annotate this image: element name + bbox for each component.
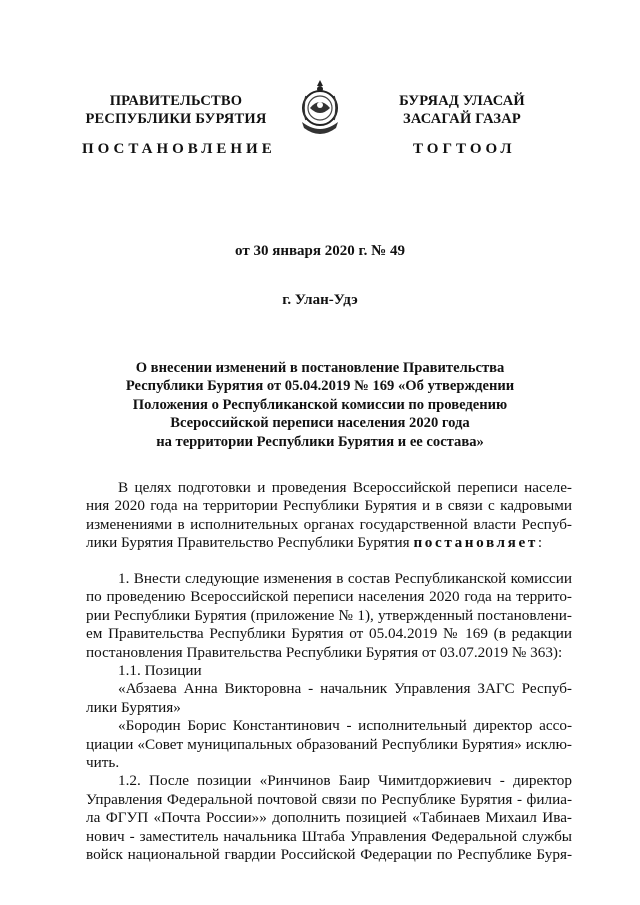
title-line: Республики Бурятия от 05.04.2019 № 169 «Об утверждении	[125, 378, 515, 395]
preamble-line: В целях подготовки и проведения Всероссийской переписи населе-	[118, 479, 572, 496]
preamble-paragraph	[86, 479, 572, 553]
title-line: Всероссийской переписи населения 2020 года	[170, 415, 470, 432]
government-name-russian	[66, 92, 286, 128]
item-1-line: рии Республики Бурятия (приложение № 1), утвержденный постановлени-	[86, 606, 572, 624]
item-1-2-line: ла ФГУП «Почта России»» дополнить позицией «Табинаев Михаил Ива-	[86, 809, 572, 827]
item-1-line: 1. Внести следующие изменения в состав Республиканской комиссии	[118, 570, 572, 587]
item-1-paragraph	[86, 570, 572, 865]
header-left-line-2: РЕСПУБЛИКИ БУРЯТИЯ	[85, 111, 267, 127]
position-2-line: циации «Совет муниципальных образований Республики Бурятия» исклю-	[86, 735, 572, 753]
resolves-colon: :	[537, 534, 543, 552]
preamble-line: лики Бурятия Правительство Республики Бурятия	[86, 534, 410, 552]
title-line: Положения о Республиканской комиссии по проведению	[132, 396, 508, 413]
preamble-line: изменениями в исполнительных органах государственной власти Респуб-	[86, 515, 572, 533]
decree-date-number: от 30 января 2020 г. № 49	[235, 243, 405, 259]
header-left-line-1: ПРАВИТЕЛЬСТВО	[109, 93, 243, 109]
position-2-line: «Бородин Борис Константинович - исполнительный директор ассо-	[118, 717, 572, 735]
decree-city: г. Улан-Удэ	[282, 292, 358, 308]
item-1-2-line: войск национальной гвардии Российской Федерации по Республике Буря-	[86, 846, 572, 864]
item-1-2-line: 1.2. После позиции «Ринчинов Баир Чимитдоржиевич - директор	[118, 772, 572, 790]
government-name-buryat	[352, 92, 572, 128]
item-1-line: постановления Правительства Республики Бурятия от 03.07.2019 № 363):	[86, 643, 563, 661]
decree-label-russian: ПОСТАНОВЛЕНИЕ	[82, 141, 276, 157]
decree-label-buryat: ТОГТООЛ	[413, 141, 516, 157]
title-line: О внесении изменений в постановление Правительства	[135, 360, 505, 376]
item-1-2-line: нович - заместитель начальника Штаба Управления Федеральной службы	[86, 827, 572, 845]
item-1-line: по проведению Всероссийской переписи населения 2020 года на террито-	[86, 588, 572, 606]
position-2-line: чить.	[86, 754, 120, 772]
title-line: на территории Республики Бурятия и ее состава»	[156, 433, 484, 450]
preamble-line: ния 2020 года на территории Республики Бурятия и в связи с кадровыми	[86, 497, 572, 515]
decree-title	[110, 359, 530, 451]
header-right-line-1: БУРЯАД УЛАСАЙ	[399, 93, 525, 109]
resolves-word: постановляет	[413, 534, 538, 552]
item-1-line: ем Правительства Республики Бурятия от 05.04.2019 № 169 (в редакции	[86, 625, 572, 643]
position-1-line: «Абзаева Анна Викторовна - начальник Управления ЗАГС Респуб-	[118, 680, 572, 698]
preamble-line-final	[86, 534, 572, 552]
item-1-1-label: 1.1. Позиции	[118, 662, 202, 680]
header-right-line-2: ЗАСАГАЙ ГАЗАР	[403, 111, 521, 127]
coat-of-arms-icon	[296, 78, 344, 140]
position-1-line: лики Бурятия»	[86, 698, 181, 716]
item-1-2-line: Управления Федеральной почтовой связи по Республике Бурятия - филиа-	[86, 790, 572, 808]
